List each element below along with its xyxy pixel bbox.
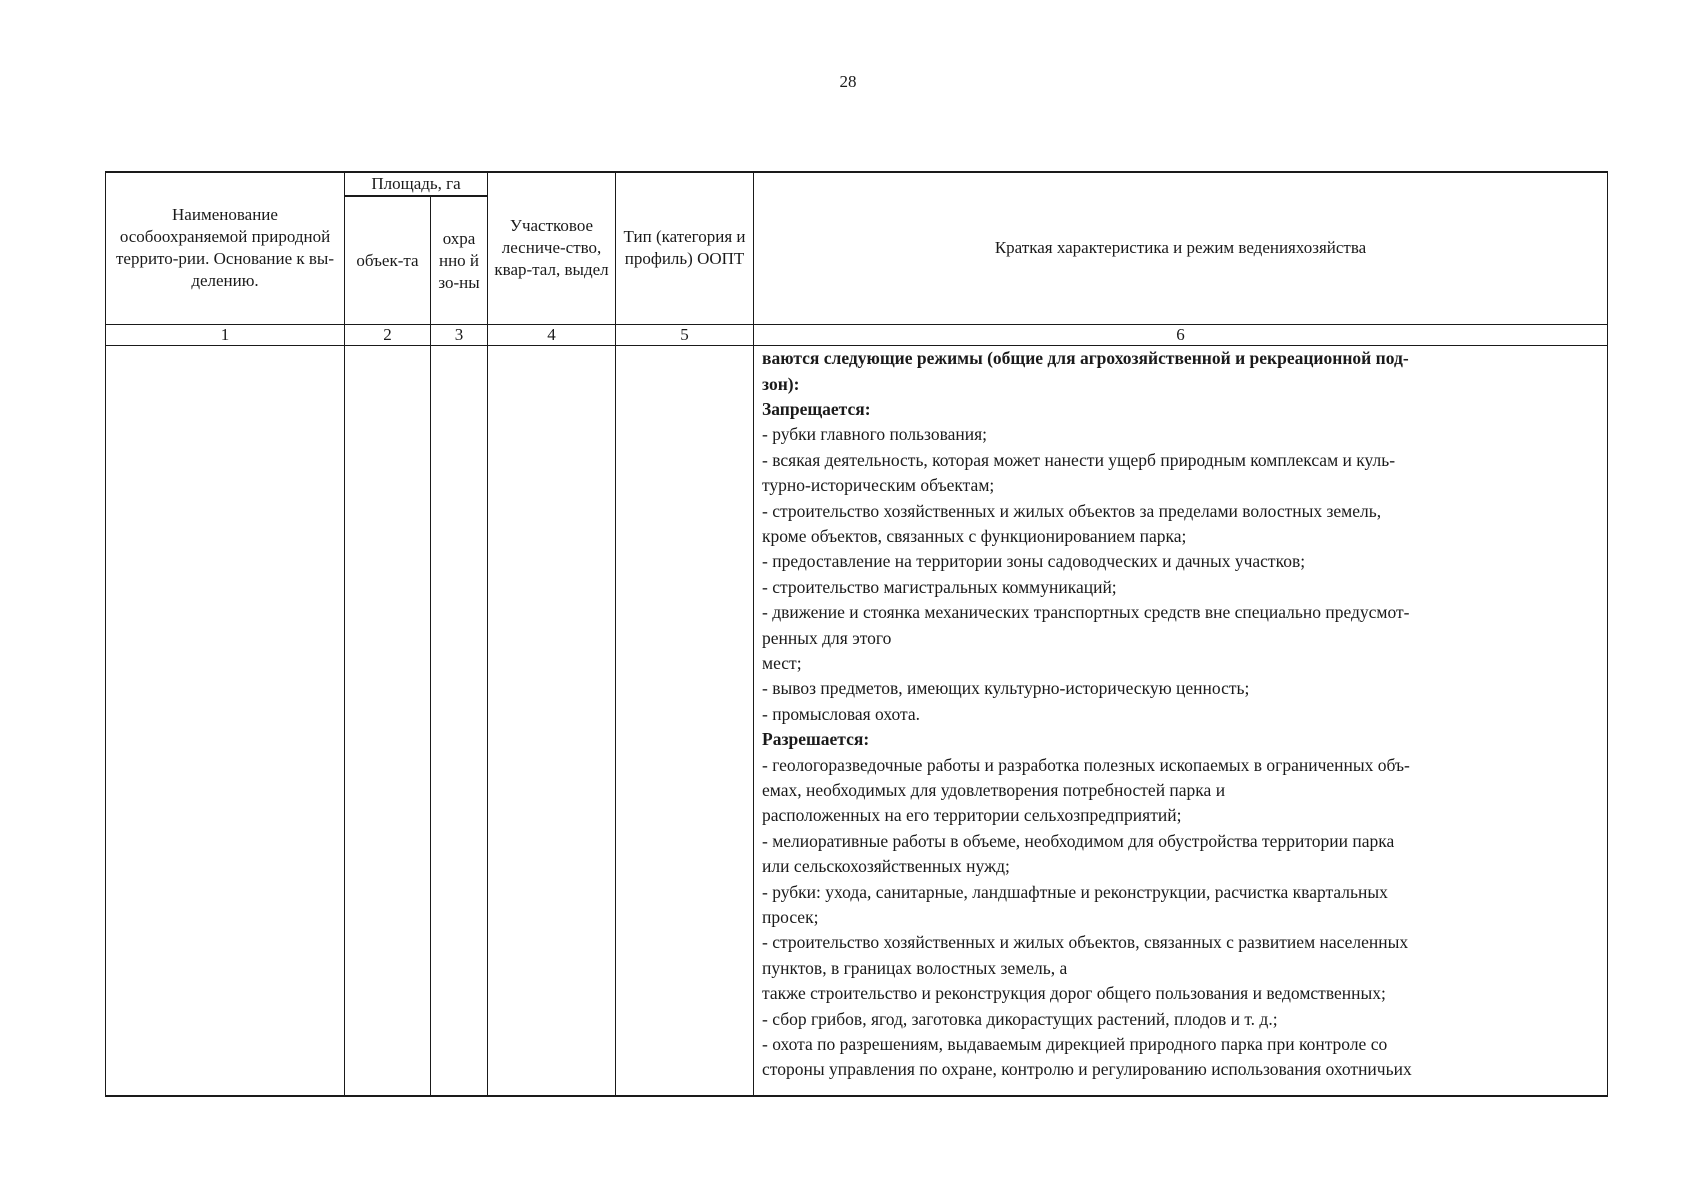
regime-line: Запрещается: bbox=[762, 398, 871, 419]
column-number: 3 bbox=[431, 324, 488, 345]
column-number: 4 bbox=[488, 324, 616, 345]
regime-line: кроме объектов, связанных с функционированием парка; bbox=[762, 525, 1187, 546]
page-number: 28 bbox=[839, 72, 857, 91]
regime-line: турно-историческим объектам; bbox=[762, 475, 995, 496]
table-row bbox=[106, 346, 1608, 1096]
column-number: 1 bbox=[106, 324, 345, 345]
regime-line: емах, необходимых для удовлетворения потребностей парка и bbox=[762, 780, 1226, 801]
cell-area-buffer bbox=[431, 346, 488, 1096]
regime-line: - строительство хозяйственных и жилых объектов, связанных с развитием населенных bbox=[762, 932, 1409, 953]
regime-line: - мелиоративные работы в объеме, необходимом для обустройства территории парка bbox=[762, 830, 1395, 851]
regime-line: - строительство хозяйственных и жилых объектов за пределами волостных земель, bbox=[762, 500, 1382, 521]
regime-line: также строительство и реконструкция дорог общего пользования и ведомственных; bbox=[762, 983, 1386, 1004]
regime-line: - всякая деятельность, которая может нанести ущерб природным комплексам и куль- bbox=[762, 449, 1396, 470]
regime-line: - охота по разрешениям, выдаваемым дирекцией природного парка при контроле со bbox=[762, 1034, 1388, 1055]
header-forestry: Участковое лесниче-ство, квар-тал, выдел bbox=[488, 172, 616, 324]
regime-line: мест; bbox=[762, 652, 802, 673]
header-description: Краткая характеристика и режим веденияхозяйства bbox=[754, 172, 1608, 324]
regime-line: - строительство магистральных коммуникаций; bbox=[762, 576, 1117, 597]
header-area: Площадь, га bbox=[345, 172, 488, 196]
column-number: 2 bbox=[345, 324, 431, 345]
header-area-buffer: охра нно й зо-ны bbox=[431, 196, 488, 324]
regime-line: - рубки: ухода, санитарные, ландшафтные и реконструкции, расчистка квартальных bbox=[762, 881, 1388, 902]
regime-line: - сбор грибов, ягод, заготовка дикорастущих растений, плодов и т. д.; bbox=[762, 1008, 1278, 1029]
regime-line: - геологоразведочные работы и разработка полезных ископаемых в ограниченных объ- bbox=[762, 754, 1410, 775]
regime-line: - движение и стоянка механических транспортных средств вне специально предусмот- bbox=[762, 602, 1410, 623]
regime-line: стороны управления по охране, контролю и регулированию использования охотничьих bbox=[762, 1059, 1412, 1080]
header-name: Наименование особоохраняемой природной террито-рии. Основание к вы-делению. bbox=[106, 172, 345, 324]
column-numbers-row bbox=[106, 324, 1608, 345]
cell-area-object bbox=[345, 346, 431, 1096]
regime-line: расположенных на его территории сельхозпредприятий; bbox=[762, 805, 1182, 826]
header-type: Тип (категория и профиль) ООПТ bbox=[616, 172, 754, 324]
oopt-table bbox=[105, 171, 1608, 1097]
regime-line: - предоставление на территории зоны садоводческих и дачных участков; bbox=[762, 551, 1306, 572]
regime-line: - рубки главного пользования; bbox=[762, 424, 988, 445]
regime-line: - вывоз предметов, имеющих культурно-историческую ценность; bbox=[762, 678, 1250, 699]
regime-line: - промысловая охота. bbox=[762, 703, 920, 724]
cell-forestry bbox=[488, 346, 616, 1096]
cell-name bbox=[106, 346, 345, 1096]
regime-line: или сельскохозяйственных нужд; bbox=[762, 856, 1010, 877]
regime-line: зон): bbox=[762, 373, 800, 394]
regime-text bbox=[762, 346, 1599, 1083]
regime-line: Разрешается: bbox=[762, 729, 870, 750]
header-row-top bbox=[106, 172, 1608, 196]
column-number: 5 bbox=[616, 324, 754, 345]
cell-regime-description bbox=[754, 346, 1608, 1096]
cell-type bbox=[616, 346, 754, 1096]
regime-line: ваются следующие режимы (общие для агрохозяйственной и рекреационной под- bbox=[762, 348, 1409, 369]
column-number: 6 bbox=[754, 324, 1608, 345]
regime-line: ренных для этого bbox=[762, 627, 892, 648]
regime-line: пунктов, в границах волостных земель, а bbox=[762, 957, 1068, 978]
regime-line: просек; bbox=[762, 907, 819, 928]
header-area-object: объек-та bbox=[345, 196, 431, 324]
